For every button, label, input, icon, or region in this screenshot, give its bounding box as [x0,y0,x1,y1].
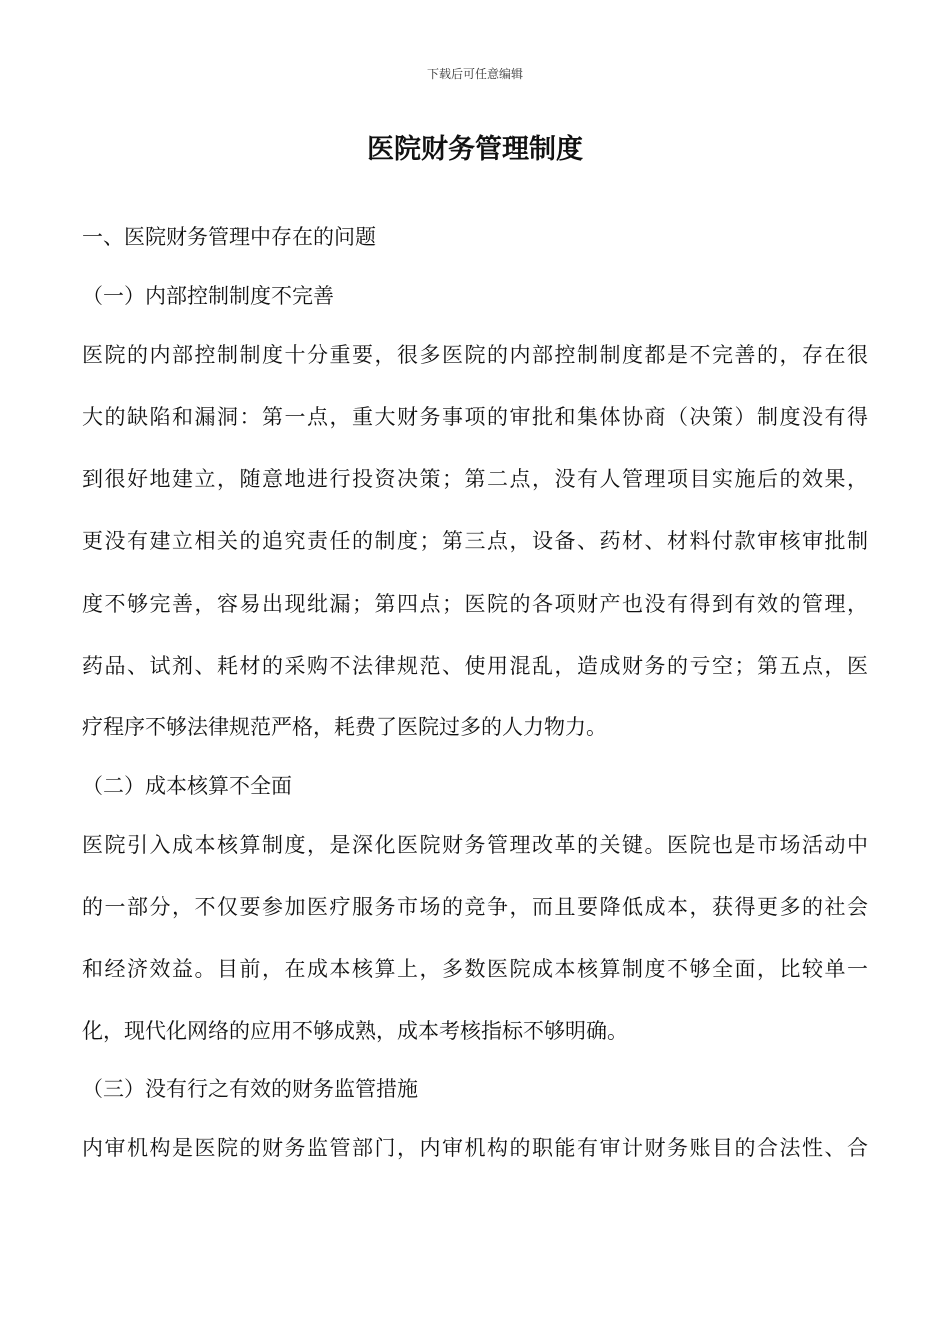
paragraph-line: 和经济效益。目前，在成本核算上，多数医院成本核算制度不够全面，比较单一 [82,957,868,981]
paragraph-line: 的一部分，不仅要参加医疗服务市场的竞争，而且要降低成本，获得更多的社会 [82,895,868,919]
paragraph-line: 更没有建立相关的追究责任的制度；第三点，设备、药材、材料付款审核审批制 [82,529,868,553]
paragraph-line: 疗程序不够法律规范严格，耗费了医院过多的人力物力。 [82,715,607,739]
header-note: 下载后可任意编辑 [426,67,523,81]
paragraph-line: 医院引入成本核算制度，是深化医院财务管理改革的关键。医院也是市场活动中 [82,833,868,857]
paragraph-line: 到很好地建立，随意地进行投资决策；第二点，没有人管理项目实施后的效果， [82,467,868,491]
paragraph-line: 内审机构是医院的财务监管部门，内审机构的职能有审计财务账目的合法性、合 [82,1136,868,1160]
paragraph-line: 度不够完善，容易出现纰漏；第四点；医院的各项财产也没有得到有效的管理， [82,592,868,616]
subsection-heading: （三）没有行之有效的财务监管措施 [82,1077,418,1101]
subsection-heading: （二）成本核算不全面 [82,774,292,798]
section-heading: 一、医院财务管理中存在的问题 [82,225,376,249]
paragraph-line: 大的缺陷和漏洞：第一点，重大财务事项的审批和集体协商（决策）制度没有得 [82,405,868,429]
subsection-heading: （一）内部控制制度不完善 [82,284,334,308]
paragraph-line: 医院的内部控制制度十分重要，很多医院的内部控制制度都是不完善的，存在很 [82,343,868,367]
paragraph-line: 化，现代化网络的应用不够成熟，成本考核指标不够明确。 [82,1019,628,1043]
paragraph-line: 药品、试剂、耗材的采购不法律规范、使用混乱，造成财务的亏空；第五点，医 [82,654,868,678]
document-title: 医院财务管理制度 [367,134,583,165]
